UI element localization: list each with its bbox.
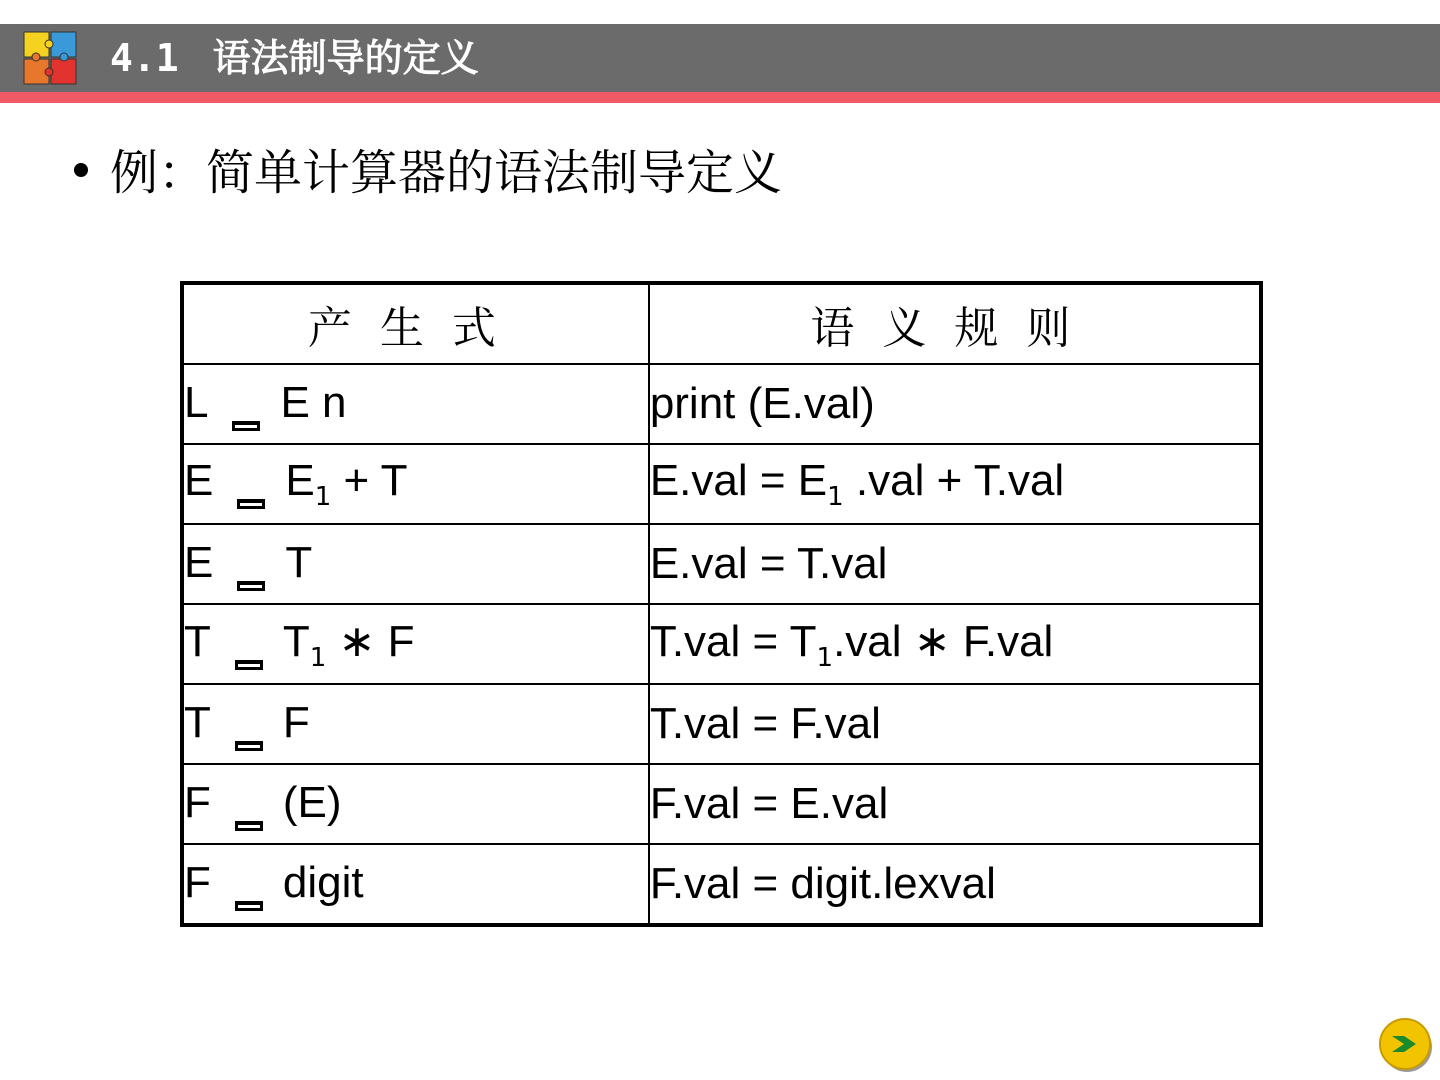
production-cell [182, 364, 649, 444]
section-number: 4.1 [110, 36, 179, 80]
sem-text: print (E.val) [649, 379, 875, 428]
sdd-table [180, 281, 1263, 927]
production-cell [182, 524, 649, 604]
prod-right: T [285, 537, 313, 587]
header-semantic-rule: 语义规则 [649, 283, 1261, 364]
next-arrow-icon[interactable] [1378, 1017, 1434, 1073]
production-cell [182, 604, 649, 684]
sem-subscript: 1 [827, 482, 844, 512]
sem-text: E.val = T.val [649, 539, 888, 588]
prod-right: E [285, 456, 315, 505]
page-title [110, 24, 479, 92]
prod-left: E [184, 537, 214, 587]
table-row [182, 364, 1261, 444]
semantic-cell [649, 524, 1261, 604]
table-row [182, 444, 1261, 524]
production-cell [182, 444, 649, 524]
production-cell [182, 764, 649, 844]
prod-left: F [184, 857, 211, 907]
semantic-cell [649, 604, 1261, 684]
bullet-item [74, 140, 782, 206]
arrow-placeholder-icon [237, 499, 265, 509]
sem-text: T.val = T [649, 616, 817, 666]
arrow-placeholder-icon [235, 741, 263, 751]
bullet-dot [74, 163, 88, 177]
prod-tail: ∗ F [326, 616, 415, 666]
table-row [182, 684, 1261, 764]
title-stripe [0, 92, 1440, 103]
prod-subscript: 1 [314, 482, 332, 512]
sem-text: F.val = digit.lexval [649, 859, 996, 908]
sem-subscript: 1 [816, 642, 834, 673]
table-row [182, 764, 1261, 844]
table-row [182, 844, 1261, 925]
arrow-placeholder-icon [237, 581, 265, 591]
prod-left: L [184, 377, 209, 427]
arrow-placeholder-icon [235, 821, 263, 831]
semantic-cell [649, 764, 1261, 844]
arrow-placeholder-icon [232, 421, 260, 431]
prod-left: E [184, 456, 214, 505]
semantic-cell [649, 444, 1261, 524]
semantic-cell [649, 844, 1261, 925]
sem-text: E.val = E [649, 456, 828, 505]
prod-right: digit [282, 857, 364, 907]
section-title: 语法制导的定义 [212, 36, 479, 80]
sem-text: F.val = E.val [649, 779, 889, 828]
sem-text: T.val = F.val [649, 699, 881, 748]
prod-left: F [184, 777, 211, 827]
table-row [182, 524, 1261, 604]
sem-tail: .val + T.val [843, 456, 1065, 505]
puzzle-logo-icon [22, 30, 78, 86]
arrow-placeholder-icon [235, 901, 263, 911]
prod-right: E n [280, 377, 347, 427]
prod-tail: + T [331, 456, 408, 505]
arrow-placeholder-icon [235, 660, 263, 670]
prod-subscript: 1 [309, 642, 327, 673]
prod-left: T [184, 616, 211, 666]
table-row [182, 604, 1261, 684]
sem-tail: .val ∗ F.val [833, 616, 1054, 666]
semantic-cell [649, 684, 1261, 764]
production-cell [182, 844, 649, 925]
table-header-row [182, 283, 1261, 364]
production-cell [182, 684, 649, 764]
prod-left: T [184, 697, 211, 747]
bullet-text: 例：简单计算器的语法制导定义 [110, 145, 783, 201]
prod-right: (E) [282, 777, 342, 827]
header-production: 产生式 [182, 283, 649, 364]
prod-right: T [282, 616, 310, 666]
semantic-cell [649, 364, 1261, 444]
prod-right: F [282, 697, 310, 747]
